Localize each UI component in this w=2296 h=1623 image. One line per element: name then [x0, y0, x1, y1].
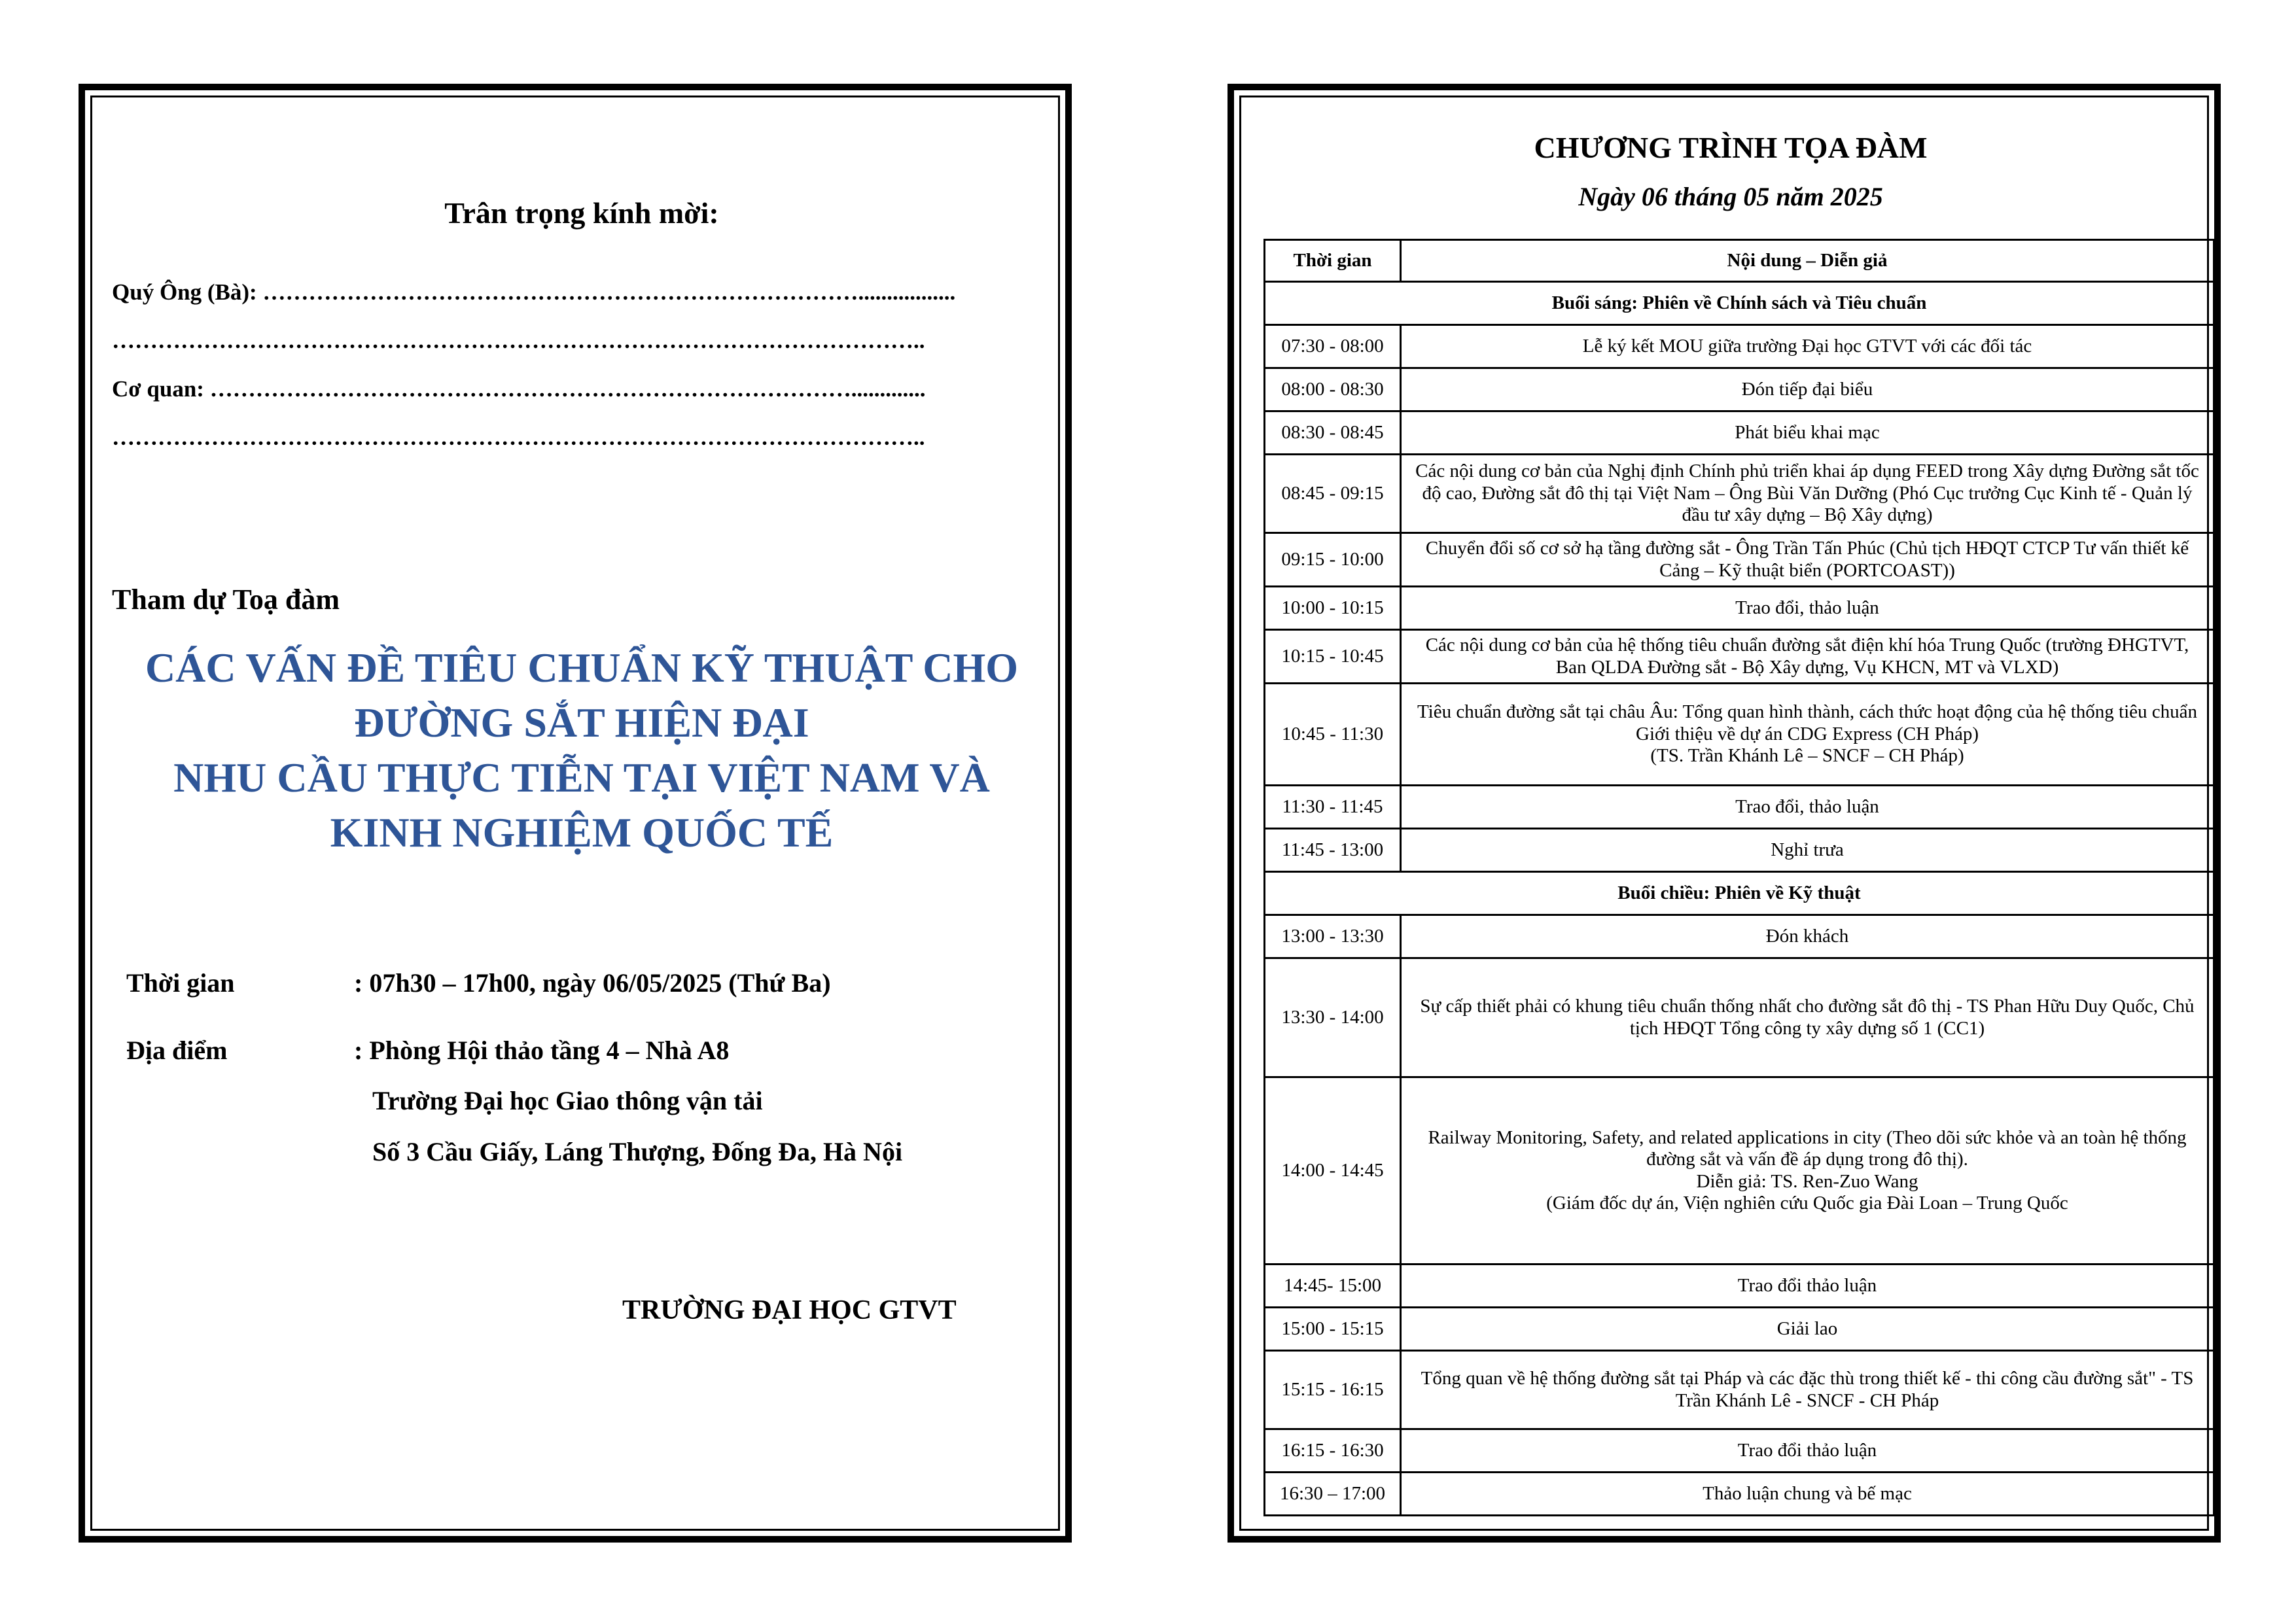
column-header-content: Nội dung – Diễn giả — [1401, 240, 2214, 282]
invitation-inner-border — [90, 96, 1060, 1531]
content-line: Đón khách — [1765, 925, 1849, 947]
time-cell: 08:45 - 09:15 — [1265, 455, 1401, 533]
time-cell: 14:00 - 14:45 — [1265, 1077, 1401, 1265]
time-cell: 10:00 - 10:15 — [1265, 587, 1401, 630]
place-line-3: Số 3 Cầu Giấy, Láng Thượng, Đống Đa, Hà Nội — [372, 1137, 903, 1166]
content-line: Trao đổi, thảo luận — [1735, 795, 1879, 817]
time-cell: 08:30 - 08:45 — [1265, 411, 1401, 455]
table-row — [1265, 368, 2214, 411]
content-cell — [1401, 1077, 2214, 1265]
place-line-2: Trường Đại học Giao thông vận tải — [372, 1086, 763, 1115]
content-cell — [1401, 325, 2214, 368]
content-cell — [1401, 368, 2214, 411]
program-title: CHƯƠNG TRÌNH TỌA ĐÀM — [1534, 131, 1928, 164]
time-cell: 10:45 - 11:30 — [1265, 684, 1401, 786]
time-cell: 07:30 - 08:00 — [1265, 325, 1401, 368]
place-label: Địa điểm — [126, 1036, 228, 1065]
section-label: Buổi chiều: Phiên về Kỹ thuật — [1265, 872, 2214, 915]
invitation-heading: Trân trọng kính mời: — [444, 196, 719, 230]
content-cell — [1401, 1351, 2214, 1429]
program-inner-border — [1239, 96, 2209, 1531]
time-cell: 09:15 - 10:00 — [1265, 533, 1401, 587]
content-cell — [1401, 533, 2214, 587]
content-line: Diễn giả: TS. Ren-Zuo Wang — [1696, 1170, 1918, 1192]
content-line: Các nội dung cơ bản của hệ thống tiêu chuẩn đường sắt điện khí hóa Trung Quốc (trường ĐHGTVT, Ban QLDA Đường sắt - Bộ Xây dựng, Vụ KHCN, MT và VLXD) — [1425, 635, 2189, 678]
guest-name-line-2: …………………………………………………………………………………………….. — [112, 328, 925, 353]
column-header-time: Thời gian — [1265, 240, 1401, 282]
event-title-line: NHU CẦU THỰC TIỄN TẠI VIỆT NAM VÀ — [173, 754, 990, 801]
table-row — [1265, 411, 2214, 455]
content-cell — [1401, 684, 2214, 786]
event-title-line: KINH NGHIỆM QUỐC TẾ — [330, 809, 834, 856]
content-cell — [1401, 1429, 2214, 1473]
content-line: Tiêu chuẩn đường sắt tại châu Âu: Tổng quan hình thành, cách thức hoạt động của hệ thống tiêu chuẩn — [1417, 701, 2197, 723]
event-title-line: ĐƯỜNG SẮT HIỆN ĐẠI — [354, 699, 809, 746]
time-cell: 14:45- 15:00 — [1265, 1265, 1401, 1308]
content-cell — [1401, 1265, 2214, 1308]
time-cell: 11:30 - 11:45 — [1265, 786, 1401, 829]
time-value: : 07h30 – 17h00, ngày 06/05/2025 (Thứ Ba) — [354, 968, 831, 998]
table-row — [1265, 786, 2214, 829]
content-line: Trao đổi thảo luận — [1737, 1439, 1877, 1461]
table-row — [1265, 630, 2214, 684]
table-row — [1265, 1473, 2214, 1516]
content-line: Trao đổi thảo luận — [1737, 1274, 1877, 1296]
time-cell: 15:00 - 15:15 — [1265, 1308, 1401, 1351]
time-cell: 13:00 - 13:30 — [1265, 915, 1401, 958]
program-card — [1227, 84, 2221, 1543]
table-row — [1265, 325, 2214, 368]
time-cell: 11:45 - 13:00 — [1265, 829, 1401, 872]
table-row — [1265, 533, 2214, 587]
content-cell — [1401, 587, 2214, 630]
attend-label: Tham dự Toạ đàm — [112, 584, 340, 616]
content-line: (Giám đốc dự án, Viện nghiên cứu Quốc gia Đài Loan – Trung Quốc — [1546, 1192, 2068, 1213]
content-cell — [1401, 455, 2214, 533]
table-header-row — [1265, 240, 2214, 282]
invitation-card — [79, 84, 1072, 1543]
table-row — [1265, 958, 2214, 1077]
table-row — [1265, 1351, 2214, 1429]
content-line: Chuyển đổi số cơ sở hạ tầng đường sắt - Ông Trần Tấn Phúc (Chủ tịch HĐQT CTCP Tư vấn thiết kế Cảng – Kỹ thuật biển (PORTCOAST)) — [1425, 538, 2189, 581]
program-date: Ngày 06 tháng 05 năm 2025 — [1578, 182, 1883, 211]
content-line: Giới thiệu về dự án CDG Express (CH Pháp) — [1636, 723, 1979, 744]
content-cell — [1401, 915, 2214, 958]
table-row — [1265, 684, 2214, 786]
time-cell: 08:00 - 08:30 — [1265, 368, 1401, 411]
content-cell — [1401, 630, 2214, 684]
time-cell: 10:15 - 10:45 — [1265, 630, 1401, 684]
content-line: Đón tiếp đại biểu — [1741, 378, 1873, 400]
content-line: Railway Monitoring, Safety, and related applications in city (Theo dõi sức khỏe và an toàn hệ thống đường sắt và vấn đề áp dụng trong đô thị). — [1428, 1126, 2187, 1170]
time-label: Thời gian — [126, 968, 235, 998]
content-cell — [1401, 1473, 2214, 1516]
section-label: Buổi sáng: Phiên về Chính sách và Tiêu chuẩn — [1265, 282, 2214, 325]
table-row — [1265, 829, 2214, 872]
content-line: Tổng quan về hệ thống đường sắt tại Pháp và các đặc thù trong thiết kế - thi công cầu đường sắt" - TS Trần Khánh Lê - SNCF - CH Pháp — [1421, 1368, 2194, 1411]
content-line: (TS. Trần Khánh Lê – SNCF – CH Pháp) — [1650, 745, 1964, 767]
content-line: Thảo luận chung và bế mạc — [1703, 1482, 1912, 1504]
content-line: Các nội dung cơ bản của Nghị định Chính phủ triển khai áp dụng FEED trong Xây dựng Đường sắt tốc độ cao, Đường sắt đô thị tại Việt Nam – Ông Bùi Văn Dưỡng (Phó Cục trưởng Cục Kinh tế - Quản lý đầu tư xây dựng – Bộ Xây dựng) — [1415, 461, 2199, 526]
event-title-line: CÁC VẤN ĐỀ TIÊU CHUẨN KỸ THUẬT CHO — [145, 644, 1019, 691]
content-line: Trao đổi, thảo luận — [1735, 597, 1879, 618]
content-cell — [1401, 786, 2214, 829]
organization-line-2: …………………………………………………………………………………………….. — [112, 425, 925, 450]
table-row — [1265, 1429, 2214, 1473]
content-cell — [1401, 829, 2214, 872]
table-row — [1265, 455, 2214, 533]
content-line: Nghỉ trưa — [1771, 839, 1844, 860]
guest-name-line: Quý Ông (Bà): ……………………………………………………………………................. — [112, 279, 956, 305]
content-line: Lễ ký kết MOU giữa trường Đại học GTVT với các đối tác — [1582, 335, 2032, 357]
organization-line: Cơ quan: …………………………………………………………………………............. — [112, 376, 926, 402]
time-cell: 15:15 - 16:15 — [1265, 1351, 1401, 1429]
afternoon-section-row — [1265, 872, 2214, 915]
time-cell: 16:15 - 16:30 — [1265, 1429, 1401, 1473]
time-cell: 13:30 - 14:00 — [1265, 958, 1401, 1077]
time-cell: 16:30 – 17:00 — [1265, 1473, 1401, 1516]
place-line-1: : Phòng Hội thảo tầng 4 – Nhà A8 — [354, 1036, 730, 1065]
event-title — [92, 640, 1071, 860]
signature: TRƯỜNG ĐẠI HỌC GTVT — [622, 1295, 957, 1325]
content-line: Phát biểu khai mạc — [1735, 421, 1880, 443]
content-line: Sự cấp thiết phải có khung tiêu chuẩn thống nhất cho đường sắt đô thị - TS Phan Hữu Duy Quốc, Chủ tịch HĐQT Tổng công ty xây dựng số 1 (CC1) — [1420, 996, 2195, 1039]
content-cell — [1401, 958, 2214, 1077]
morning-section-row — [1265, 282, 2214, 325]
content-cell — [1401, 1308, 2214, 1351]
content-cell — [1401, 411, 2214, 455]
table-row — [1265, 1265, 2214, 1308]
content-line: Giải lao — [1776, 1318, 1838, 1339]
table-row — [1265, 1077, 2214, 1265]
table-row — [1265, 915, 2214, 958]
table-row — [1265, 587, 2214, 630]
table-row — [1265, 1308, 2214, 1351]
program-table — [1263, 239, 2215, 1516]
